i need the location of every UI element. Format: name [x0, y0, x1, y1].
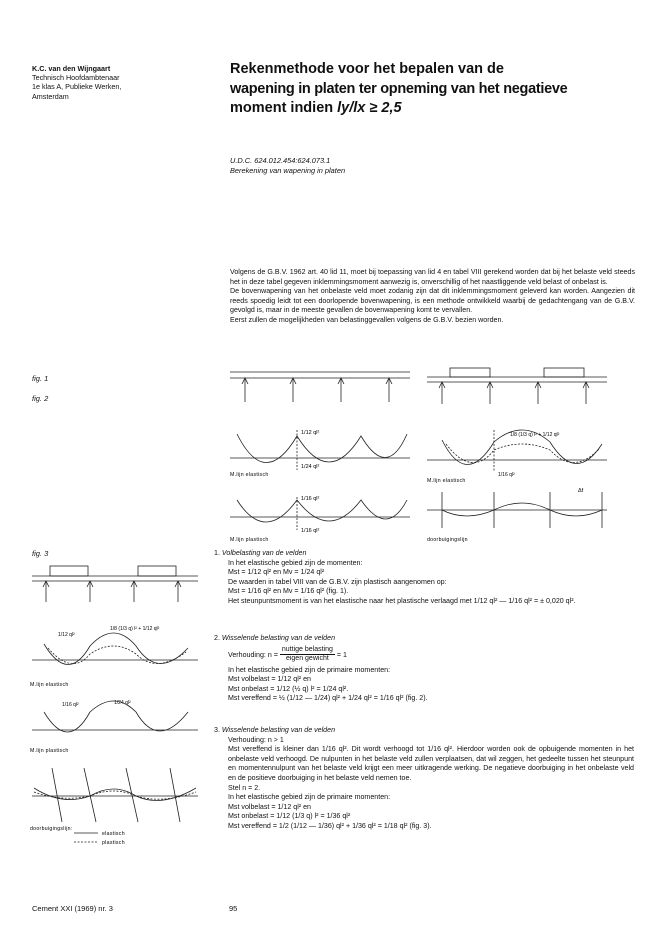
support-arrows — [242, 378, 392, 402]
fig1-diagram — [225, 360, 420, 550]
udc-subtitle: Berekening van wapening in platen — [230, 166, 346, 175]
label-1-12: 1/12 ql² — [58, 632, 75, 638]
caption-m-elastisch: M.lijn elastisch — [427, 478, 466, 484]
label-1-24: 1/24 ql² — [114, 700, 131, 706]
section-1: 1. Volbelasting van de velden In het elastische gebied zijn de momenten: Mst = 1/12 ql² en Mv = 1/24 ql² De waarden in tabel VIII van de G.B.V. zijn plastisch aangenomen op: Mst = 1/16 ql² en Mv = 1/16 ql² (fig. 1). Het steunpuntsmoment is van het elastische naar het plastische verlaagd met 1/12 ql² — 1/16 ql² = ± 0,020 ql². — [214, 549, 576, 605]
fig2-diagram — [422, 360, 617, 550]
intro-paragraph: De bovenwapening van het onbelaste veld moet zodanig zijn dat dit inklemmingsmoment geleverd kan worden. Aangezien dit reeds spoedig leidt tot een doorlopende bovenwapening, is een methode ontwikkeld waarbij de gedachtengang van de G.B.V. gevolgd is, maar in de meeste gevallen de bovenwapening komt te vervallen. — [230, 287, 635, 315]
label-1-16: 1/16 ql² — [301, 496, 320, 502]
legend-plastisch: plastisch — [102, 840, 125, 846]
page-number: 95 — [229, 904, 238, 913]
label-1-16: 1/16 ql² — [62, 702, 79, 708]
author-line: Technisch Hoofdambtenaar — [32, 73, 120, 83]
label-1-24: 1/24 ql² — [301, 464, 320, 470]
caption-doorbuigingslijn: doorbuigingslijn — [427, 537, 468, 543]
intro-paragraph: Volgens de G.B.V. 1962 art. 40 lid 11, moet bij toepassing van lid 4 en tabel VIII gerekend worden dat bij het belaste veld steeds het in deze tabel gegeven inklemmingsmoment aanwezig is, onverschillig of het naastliggende veld belast of onbelast is. — [230, 268, 635, 286]
article-title: Rekenmethode voor het bepalen van de wapening in platen ter opneming van het negatieve moment indien ly/lx ≥ 2,5 — [230, 61, 568, 116]
caption-m-elastisch: M.lijn elastisch — [30, 682, 69, 688]
udc-code: U.D.C. 624.012.454:624.073.1 — [230, 156, 331, 165]
caption-m-plastisch: M.lijn plastisch — [230, 537, 269, 543]
intro-text — [230, 268, 635, 326]
author-line: 1e klas A, Publieke Werken, — [32, 82, 122, 92]
caption-m-plastisch: M.lijn plastisch — [30, 748, 69, 754]
author-block — [32, 64, 207, 101]
intro-paragraph: Eerst zullen de mogelijkheden van belastinggevallen volgens de G.B.V. bezien worden. — [230, 315, 504, 324]
footer-journal: Cement XXI (1969) nr. 3 — [32, 904, 113, 913]
section-heading: Volbelasting van de velden — [221, 549, 307, 557]
ratio-formula: Verhouding: n = $\frac{\text{nuttige belasting}}{\text{eigen gewicht}}$ = 1 — [228, 645, 347, 663]
title-ratio: ly/lx ≥ 2,5 — [337, 100, 402, 116]
fig1-label: fig. 1 — [32, 374, 49, 383]
label-1-16: 1/16 ql² — [498, 472, 515, 478]
fig3-label: fig. 3 — [32, 549, 49, 558]
legend-elastisch: elastisch — [102, 831, 125, 837]
label-mixed: 1/8 (1/3 q) l² + 1/12 ql² — [510, 432, 560, 438]
label-mixed: 1/8 (1/3 q) l² + 1/12 ql² — [110, 626, 160, 632]
label-1-16: 1/16 ql² — [301, 528, 320, 534]
udc-block — [230, 156, 530, 176]
label-delta-f: Δf — [578, 488, 584, 494]
author-line: Amsterdam — [32, 91, 69, 101]
fig2-label: fig. 2 — [32, 394, 49, 403]
label-1-12: 1/12 ql² — [301, 430, 320, 436]
section-heading: Wisselende belasting van de velden — [221, 634, 336, 642]
section-2: 2. Wisselende belasting van de velden Verhouding: n = $\frac{\text{nuttige belasting}}{\text{eigen gewicht}}$ = 1 In het elastische gebied zijn de primaire momenten: Mst volbelast = 1/12 ql² en Mst onbelast = 1/12 (½ q) l² = 1/24 ql². Mst vereffend = ½ (1/12 — 1/24) ql² + 1/24 ql² = 1/16 ql² (fig. 2). — [214, 634, 634, 704]
section-heading: Wisselende belasting van de velden — [221, 726, 336, 734]
author-name: K.C. van den Wijngaart — [32, 64, 111, 73]
fig3-diagram — [28, 560, 203, 852]
caption-doorbuigingslijn: doorbuigingslijn: — [30, 826, 73, 832]
caption-m-elastisch: M.lijn elastisch — [230, 472, 269, 478]
section-3: 3. Wisselende belasting van de velden Verhouding: n > 1 Mst vereffend is kleiner dan 1/16 ql². Dit wordt verhoogd tot 1/16 ql². Hierdoor worden ook de opbuigende momenten in het onbelaste veld verhoogd. De nulpunten in het belaste veld zullen verplaatsen, dat wil zeggen, het gedeelte tussen het steunpunt en momentennulpunt van het belaste veld krijgt een meer uitkragende werking. De negatieve doorbuiging in het onbelaste veld en de positieve doorbuiging in het belaste veld nemen toe. Stel n = 2. In het elastische gebied zijn de primaire momenten: Mst volbelast = 1/12 ql² en Mst onbelast = 1/12 (1/3 q) l² = 1/36 ql² Mst vereffend = 1/2 (1/12 — 1/36) ql² + 1/36 ql² = 1/18 ql² (fig. 3). — [214, 726, 634, 830]
